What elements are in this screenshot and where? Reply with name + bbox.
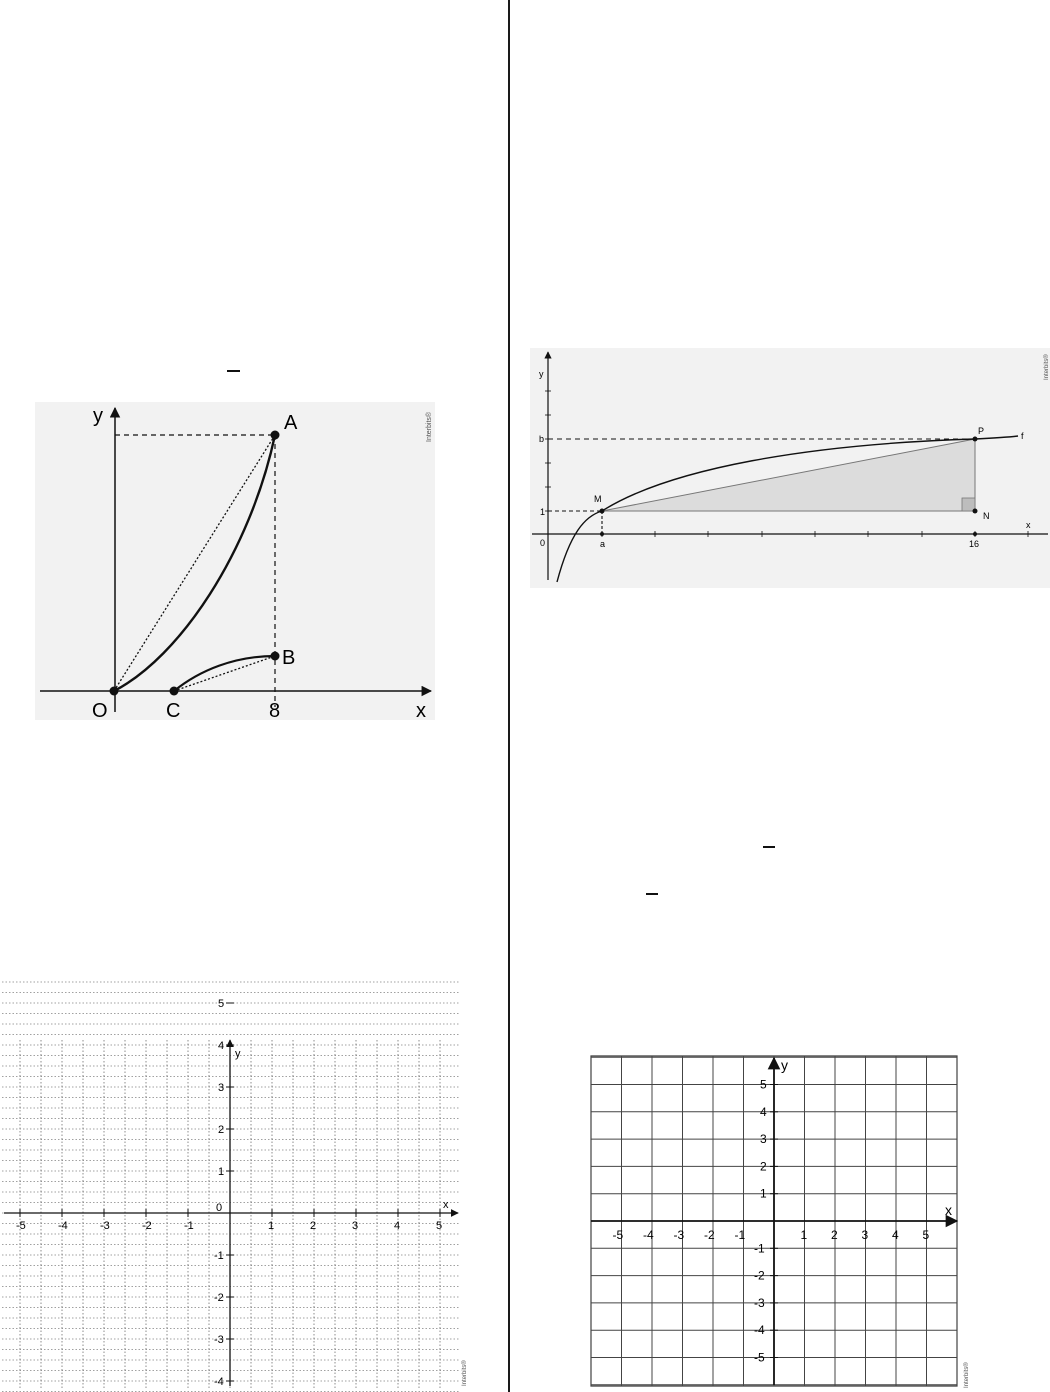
page-divider <box>508 0 510 1392</box>
label-o: O <box>92 700 108 722</box>
y-tick-label: -1 <box>754 1241 765 1256</box>
label-y: y <box>781 1057 788 1073</box>
fraction-bar-2 <box>763 846 775 848</box>
watermark-4: Interbits® <box>964 1362 970 1388</box>
figure-1-panel <box>35 402 435 720</box>
label-8: 8 <box>269 700 281 722</box>
label-0: 0 <box>216 1202 223 1214</box>
point-o <box>110 687 119 696</box>
watermark-2: Interbits® <box>1044 354 1050 380</box>
chord-cb <box>174 656 275 691</box>
x-tick-label: -3 <box>100 1220 110 1232</box>
right-angle-mark <box>962 498 975 511</box>
label-x: x <box>945 1202 952 1218</box>
triangle-mnp <box>602 439 975 511</box>
figure-4-panel <box>585 1052 975 1392</box>
x-tick-label: 4 <box>892 1228 899 1242</box>
y-tick-label: 3 <box>218 1082 225 1094</box>
y-tick-label: -3 <box>214 1334 224 1346</box>
label-y: y <box>93 405 103 427</box>
x-tick-label: 2 <box>310 1220 317 1232</box>
x-tick-label: 1 <box>800 1228 808 1242</box>
label-y: y <box>539 369 544 379</box>
figure-2-panel <box>530 348 1050 588</box>
figure-4-svg <box>585 1052 975 1392</box>
x-tick-label: 3 <box>352 1220 359 1232</box>
label-n: N <box>983 511 990 521</box>
x-tick-label: 5 <box>436 1220 443 1232</box>
y-tick-label: 5 <box>218 998 225 1010</box>
point-b <box>271 652 280 661</box>
y-tick-label: 4 <box>218 1040 225 1052</box>
label-f: f <box>1021 431 1024 441</box>
point-a <box>271 431 280 440</box>
x-tick-label: 2 <box>831 1228 838 1242</box>
label-p: P <box>978 426 985 436</box>
y-tick-label: 4 <box>760 1104 767 1119</box>
x-tick-label: 4 <box>394 1220 401 1232</box>
y-tick-label: -5 <box>754 1350 765 1365</box>
label-1: 1 <box>540 507 546 517</box>
point-m <box>600 509 605 514</box>
y-tick-label: -4 <box>214 1376 224 1388</box>
label-a: A <box>284 412 298 434</box>
watermark-1: Interbits® <box>426 411 433 442</box>
x-tick-label: -1 <box>734 1228 746 1242</box>
chord-oa <box>114 435 275 691</box>
watermark-3: Interbits® <box>462 1360 468 1386</box>
y-tick-label: 1 <box>760 1186 767 1201</box>
label-x: x <box>443 1199 449 1211</box>
fraction-bar-3 <box>646 893 658 895</box>
y-tick-label: 3 <box>760 1132 767 1147</box>
figure-3-panel <box>0 998 470 1392</box>
y-tick-label: -4 <box>754 1323 765 1338</box>
figure-1-svg <box>35 402 435 720</box>
y-tick-label: -2 <box>214 1292 224 1304</box>
x-tick-label: -4 <box>58 1220 68 1232</box>
label-16: 16 <box>969 539 980 549</box>
y-tick-label: 5 <box>760 1077 767 1092</box>
x-tick-label: -2 <box>704 1228 715 1242</box>
point-c <box>170 687 179 696</box>
x-tick-label: -3 <box>673 1228 685 1242</box>
y-tick-label: 2 <box>218 1124 225 1136</box>
label-a: a <box>600 539 606 549</box>
y-tick-label: -3 <box>754 1295 765 1310</box>
x-tick-label: -1 <box>184 1220 194 1232</box>
x-tick-label: -2 <box>142 1220 152 1232</box>
y-tick-label: -2 <box>754 1268 765 1283</box>
x-tick-label: -4 <box>643 1228 654 1242</box>
label-0: 0 <box>540 538 546 548</box>
label-b: B <box>282 647 296 669</box>
point-16-axis <box>973 532 977 536</box>
fraction-bar-1 <box>227 370 240 372</box>
y-tick-label: -1 <box>214 1250 224 1262</box>
label-x: x <box>1026 520 1031 530</box>
y-tick-label: 2 <box>760 1159 767 1174</box>
y-tick-label: 1 <box>218 1166 225 1178</box>
figure-3-svg <box>0 998 470 1392</box>
point-n <box>973 509 978 514</box>
label-y: y <box>235 1048 241 1060</box>
label-b: b <box>539 434 545 444</box>
point-p <box>973 437 978 442</box>
x-tick-label: 5 <box>922 1228 930 1242</box>
x-tick-label: 3 <box>861 1228 869 1242</box>
x-tick-label: 1 <box>268 1220 275 1232</box>
label-c: C <box>166 700 181 722</box>
figure-2-svg <box>530 348 1050 588</box>
x-tick-label: -5 <box>612 1228 624 1242</box>
label-x: x <box>416 700 426 722</box>
figure-3-tick-labels <box>16 998 442 1392</box>
label-m: M <box>594 494 602 504</box>
point-a-axis <box>600 532 604 536</box>
x-tick-label: -5 <box>16 1220 26 1232</box>
